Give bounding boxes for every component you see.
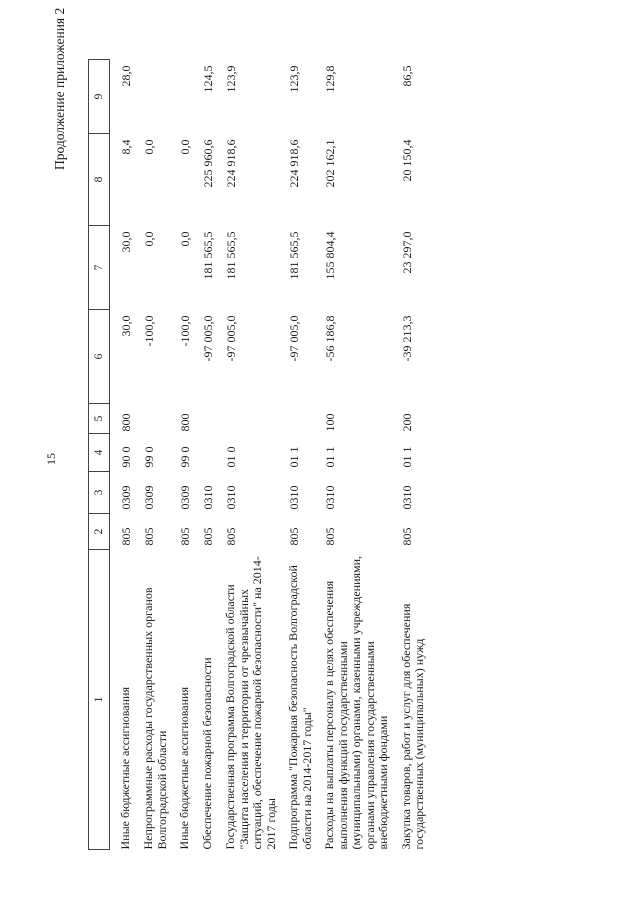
cell-col6: -100,0 [178, 315, 192, 347]
cell-col8: 0,0 [178, 139, 192, 155]
cell-section: 0309 [119, 485, 133, 510]
cell-section: 0310 [224, 485, 238, 510]
row-name: Иные бюджетные ассигнования [177, 687, 191, 850]
cell-ministry: 805 [201, 527, 215, 546]
table-row [192, 60, 215, 850]
cell-col6: -56 186,8 [323, 315, 337, 362]
cell-col8: 8,4 [119, 139, 133, 155]
cell-ministry: 805 [323, 527, 337, 546]
cell-col9 [133, 60, 169, 134]
cell-target: 99 0 [178, 446, 192, 468]
cell-expense-type [278, 404, 314, 434]
cell-section: 0309 [142, 485, 156, 510]
cell-expense-type: 100 [323, 413, 337, 432]
col-header-1: 1 [89, 550, 110, 850]
row-name: Подпрограмма "Пожарная безопасность Волгоградской области на 2014-2017 годы" [286, 565, 314, 850]
col-header-8: 8 [89, 134, 110, 226]
col-header-5: 5 [89, 404, 110, 434]
cell-col9: 129,8 [323, 65, 337, 93]
row-name: Иные бюджетные ассигнования [118, 687, 132, 850]
cell-col9: 124,5 [201, 65, 215, 93]
cell-target: 90 0 [119, 446, 133, 468]
table-row [110, 60, 134, 850]
cell-col8: 0,0 [142, 139, 156, 155]
cell-expense-type [133, 404, 169, 434]
cell-section: 0310 [287, 485, 301, 510]
cell-ministry: 805 [287, 527, 301, 546]
cell-col7: 0,0 [178, 231, 192, 247]
cell-col8: 224 918,6 [287, 139, 301, 188]
row-name: Государственная программа Волгоградской области "Защита населения и территории от чрезвычайных ситуаций, обеспечение пожарной безопасности" на 2014-2017 годы [223, 556, 278, 850]
cell-ministry: 805 [142, 527, 156, 546]
row-name: Закупка товаров, работ и услуг для обеспечения государственных (муниципальных) нужд [398, 603, 426, 850]
col-header-9: 9 [89, 60, 110, 134]
cell-col8: 224 918,6 [224, 139, 238, 188]
row-name: Непрограммные расходы государственных органов Волгоградской области [141, 587, 169, 850]
cell-target: 01 1 [323, 446, 337, 468]
table-row [169, 60, 192, 850]
cell-col8: 202 162,1 [323, 139, 337, 188]
cell-col7: 181 565,5 [224, 231, 238, 280]
table-row [133, 60, 169, 850]
col-header-3: 3 [89, 472, 110, 514]
table-row [215, 60, 278, 850]
cell-section: 0310 [399, 485, 414, 510]
cell-expense-type: 800 [178, 413, 192, 432]
cell-expense-type: 200 [399, 413, 414, 432]
cell-col7: 181 565,5 [287, 231, 301, 280]
col-header-7: 7 [89, 226, 110, 310]
table-row [278, 60, 314, 850]
cell-col6: -97 005,0 [287, 315, 301, 362]
cell-col8: 20 150,4 [399, 139, 414, 182]
cell-expense-type: 800 [119, 413, 133, 432]
cell-target [192, 434, 215, 472]
cell-col9: 123,9 [287, 65, 301, 93]
cell-target: 01 0 [224, 446, 238, 468]
cell-col6: -100,0 [142, 315, 156, 347]
cell-ministry: 805 [224, 527, 238, 546]
cell-target: 01 1 [399, 446, 414, 468]
col-header-2: 2 [89, 514, 110, 550]
cell-expense-type [215, 404, 278, 434]
page-number: 15 [44, 453, 58, 465]
cell-col6: -97 005,0 [201, 315, 215, 362]
cell-ministry: 805 [399, 527, 414, 546]
cell-col7: 0,0 [142, 231, 156, 247]
continuation-note: Продолжение приложения 2 [52, 7, 67, 170]
table-row [391, 60, 427, 850]
cell-col6: -97 005,0 [224, 315, 238, 362]
row-name: Расходы на выплаты персоналу в целях обеспечения выполнения функций государственными (муниципальными) органами, казенными учреждениями, органами управления государственными внебюджетными фондами [322, 555, 390, 850]
cell-col9: 28,0 [119, 65, 133, 87]
cell-col8: 225 960,6 [201, 139, 215, 188]
cell-col7: 181 565,5 [201, 231, 215, 280]
table-row [314, 60, 391, 850]
cell-col7: 30,0 [119, 231, 133, 253]
cell-col9: 123,9 [224, 65, 238, 93]
col-header-4: 4 [89, 434, 110, 472]
cell-section: 0310 [201, 485, 215, 510]
cell-col9 [169, 60, 192, 134]
cell-ministry: 805 [178, 527, 192, 546]
budget-table [88, 59, 427, 850]
cell-section: 0310 [323, 485, 337, 510]
cell-target: 99 0 [142, 446, 156, 468]
cell-col6: -39 213,3 [399, 315, 414, 362]
table-header-row [89, 60, 110, 850]
cell-col6: 30,0 [119, 315, 133, 337]
cell-col7: 23 297,0 [399, 231, 414, 274]
cell-ministry: 805 [119, 527, 133, 546]
cell-section: 0309 [178, 485, 192, 510]
cell-col7: 155 804,4 [323, 231, 337, 280]
col-header-6: 6 [89, 310, 110, 404]
cell-expense-type [192, 404, 215, 434]
cell-target: 01 1 [287, 446, 301, 468]
row-name: Обеспечение пожарной безопасности [200, 657, 214, 850]
cell-col9: 86,5 [399, 65, 414, 87]
